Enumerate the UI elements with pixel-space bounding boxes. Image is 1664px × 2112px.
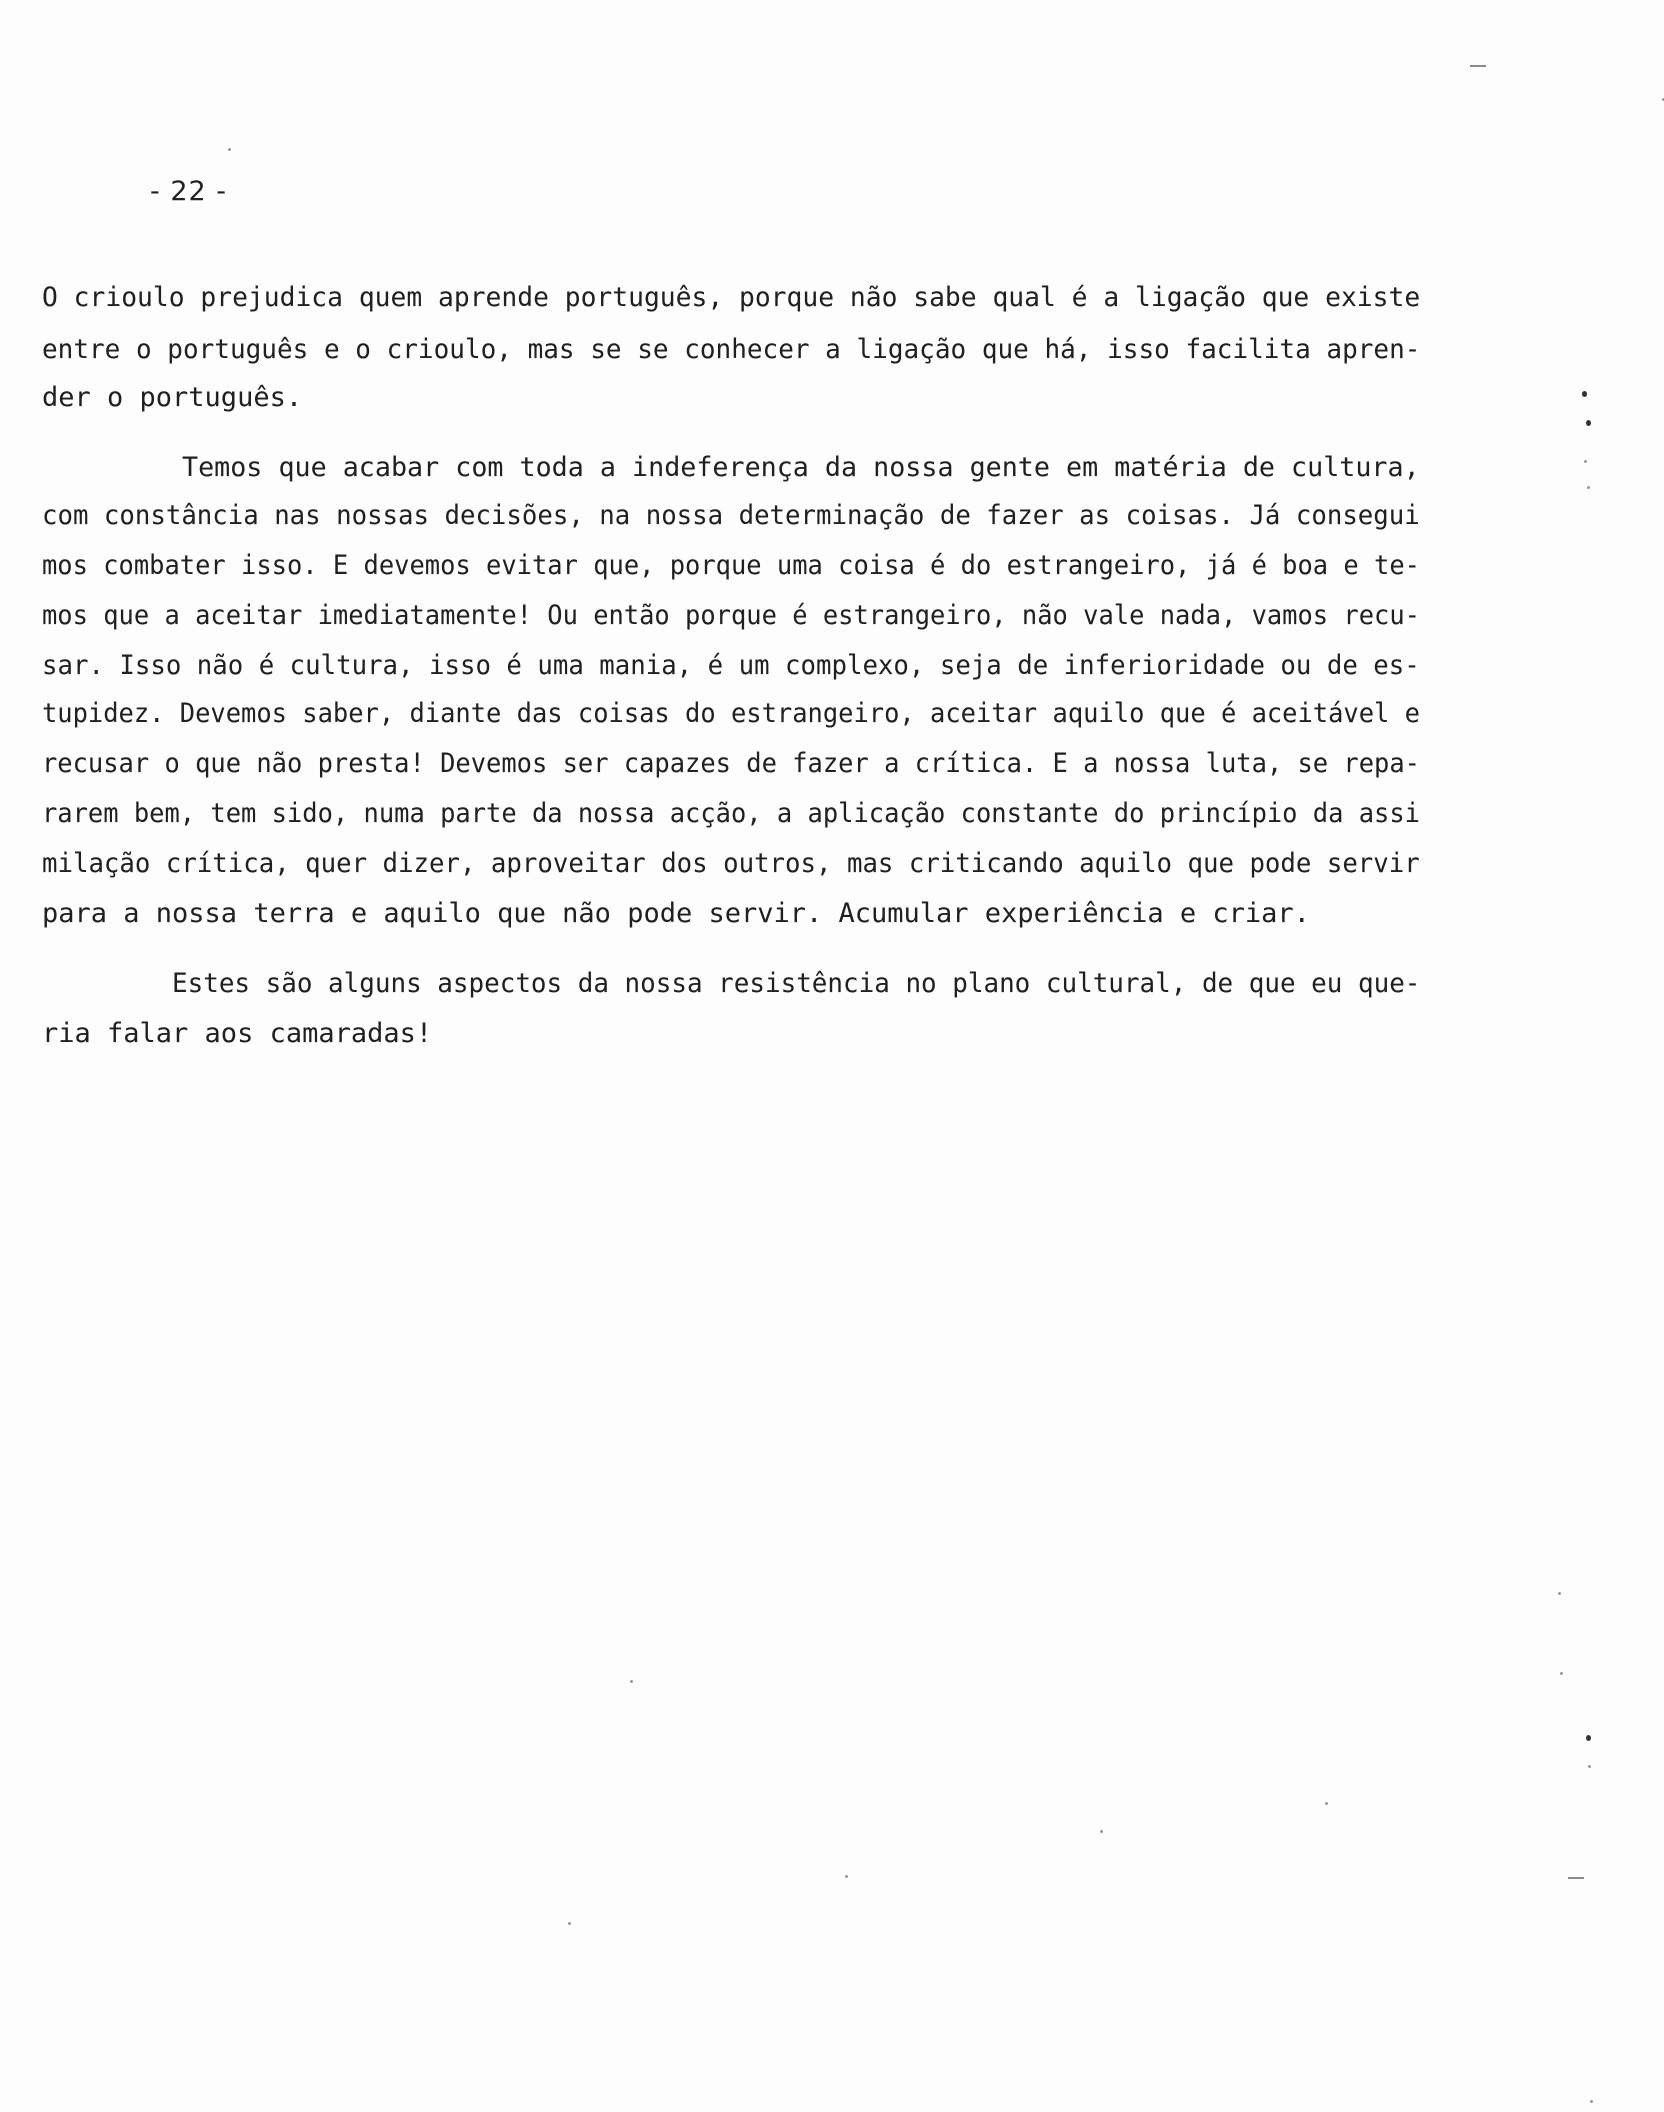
scan-speck: [630, 1680, 633, 1683]
scan-speck: [1584, 460, 1587, 463]
scan-speck: [1560, 1672, 1563, 1675]
text-line: tupidez. Devemos saber, diante das coisas do estrangeiro, aceitar aquilo que é aceitável e: [42, 698, 1420, 729]
text-line: mos combater isso. E devemos evitar que, porque uma coisa é do estrangeiro, já é boa e te-: [42, 550, 1420, 581]
text-line: sar. Isso não é cultura, isso é uma mania, é um complexo, seja de inferioridade ou de es-: [42, 650, 1420, 681]
scan-speck: [1590, 2100, 1593, 2103]
scan-speck: [845, 1875, 848, 1878]
scan-speck: [1558, 1592, 1561, 1595]
text-line: entre o português e o crioulo, mas se se conhecer a ligação que há, isso facilita apren-: [42, 334, 1421, 365]
scan-speck: [1100, 1830, 1103, 1833]
scan-speck: [228, 148, 231, 151]
scan-speck: [1588, 1765, 1591, 1768]
text-line: mos que a aceitar imediatamente! Ou então porque é estrangeiro, não vale nada, vamos recu-: [42, 600, 1420, 631]
text-line: Estes são alguns aspectos da nossa resistência no plano cultural, de que eu que-: [172, 968, 1421, 999]
scan-speck: [1325, 1802, 1328, 1805]
text-line: Temos que acabar com toda a indeferença da nossa gente em matéria de cultura,: [182, 452, 1420, 483]
text-line: der o português.: [42, 382, 303, 413]
text-line: com constância nas nossas decisões, na nossa determinação de fazer as coisas. Já consegui: [42, 500, 1420, 531]
page-number: - 22 -: [150, 176, 228, 207]
text-line: rarem bem, tem sido, numa parte da nossa acção, a aplicação constante do princípio da assi: [42, 798, 1420, 829]
scan-speck: [1470, 65, 1486, 67]
scan-speck: [1582, 391, 1587, 397]
scan-speck: [1586, 420, 1591, 426]
scan-speck: [1587, 486, 1590, 489]
text-line: milação crítica, quer dizer, aproveitar dos outros, mas criticando aquilo que pode servir: [42, 848, 1420, 879]
text-line: recusar o que não presta! Devemos ser capazes de fazer a crítica. E a nossa luta, se repa-: [42, 748, 1420, 779]
scan-speck: [1568, 1877, 1584, 1879]
text-line: O crioulo prejudica quem aprende português, porque não sabe qual é a ligação que existe: [42, 282, 1421, 313]
scan-speck: [1586, 1735, 1591, 1741]
text-line: para a nossa terra e aquilo que não pode servir. Acumular experiência e criar.: [42, 898, 1310, 929]
scan-speck: [568, 1922, 571, 1925]
text-line: ria falar aos camaradas!: [42, 1018, 433, 1049]
